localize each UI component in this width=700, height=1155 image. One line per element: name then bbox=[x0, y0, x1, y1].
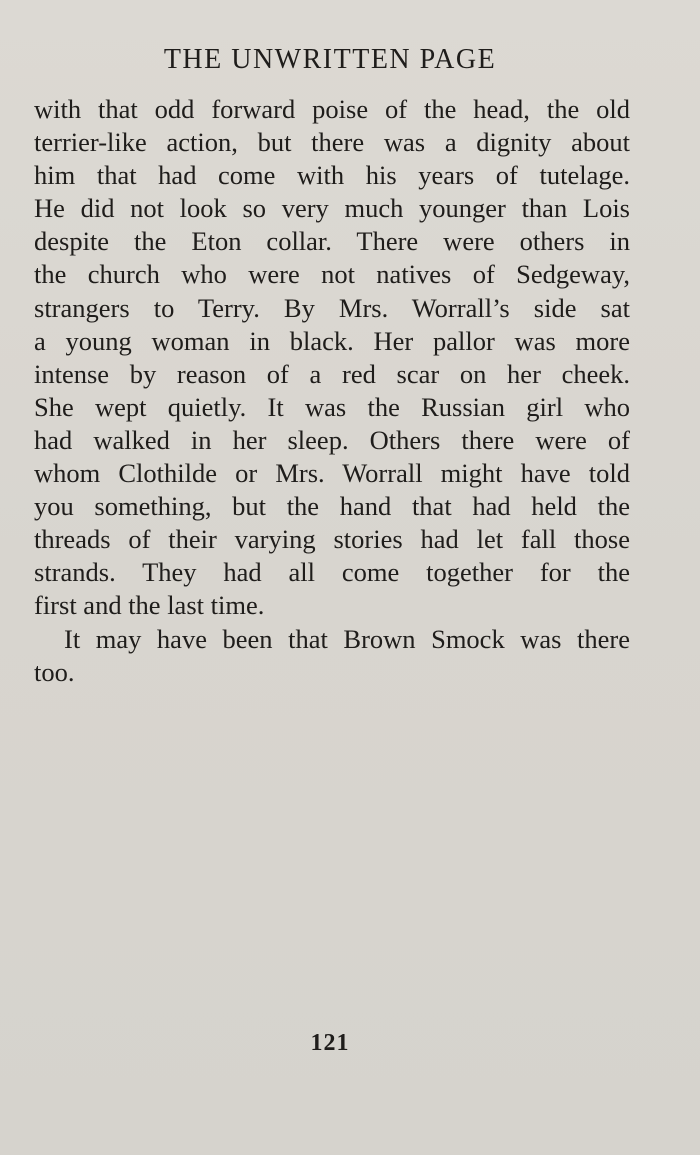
text-line-4: He did not look so very much younger than Lois bbox=[34, 193, 630, 224]
text-line-14: threads of their varying stories had let fall those bbox=[34, 524, 630, 555]
text-line-6: the church who were not natives of Sedgeway, bbox=[34, 259, 630, 290]
text-line-1: with that odd forward poise of the head, the old bbox=[34, 94, 630, 124]
text-line-16: first and the last time. bbox=[34, 590, 265, 621]
text-line-2: terrier-like action, but there was a dignity about bbox=[34, 127, 630, 158]
text-line-17: It may have been that Brown Smock was there bbox=[64, 623, 630, 654]
text-line-7: strangers to Terry. By Mrs. Worrall’s side sat bbox=[34, 292, 630, 323]
text-line-9: intense by reason of a red scar on her cheek. bbox=[34, 358, 630, 389]
page-number: 121 bbox=[310, 1030, 350, 1056]
text-line-5: despite the Eton collar. There were others in bbox=[34, 226, 630, 257]
text-line-18: too. bbox=[34, 656, 75, 687]
text-line-13: you something, but the hand that had held the bbox=[34, 491, 630, 522]
text-line-10: She wept quietly. It was the Russian girl who bbox=[34, 391, 630, 422]
text-line-15: strands. They had all come together for the bbox=[34, 557, 630, 588]
text-line-3: him that had come with his years of tutelage. bbox=[34, 160, 630, 191]
body-text bbox=[34, 93, 630, 689]
text-line-12: whom Clothilde or Mrs. Worrall might have told bbox=[34, 458, 630, 489]
text-line-11: had walked in her sleep. Others there were of bbox=[34, 424, 630, 455]
running-head: THE UNWRITTEN PAGE bbox=[163, 44, 497, 75]
text-line-8: a young woman in black. Her pallor was more bbox=[34, 325, 630, 356]
